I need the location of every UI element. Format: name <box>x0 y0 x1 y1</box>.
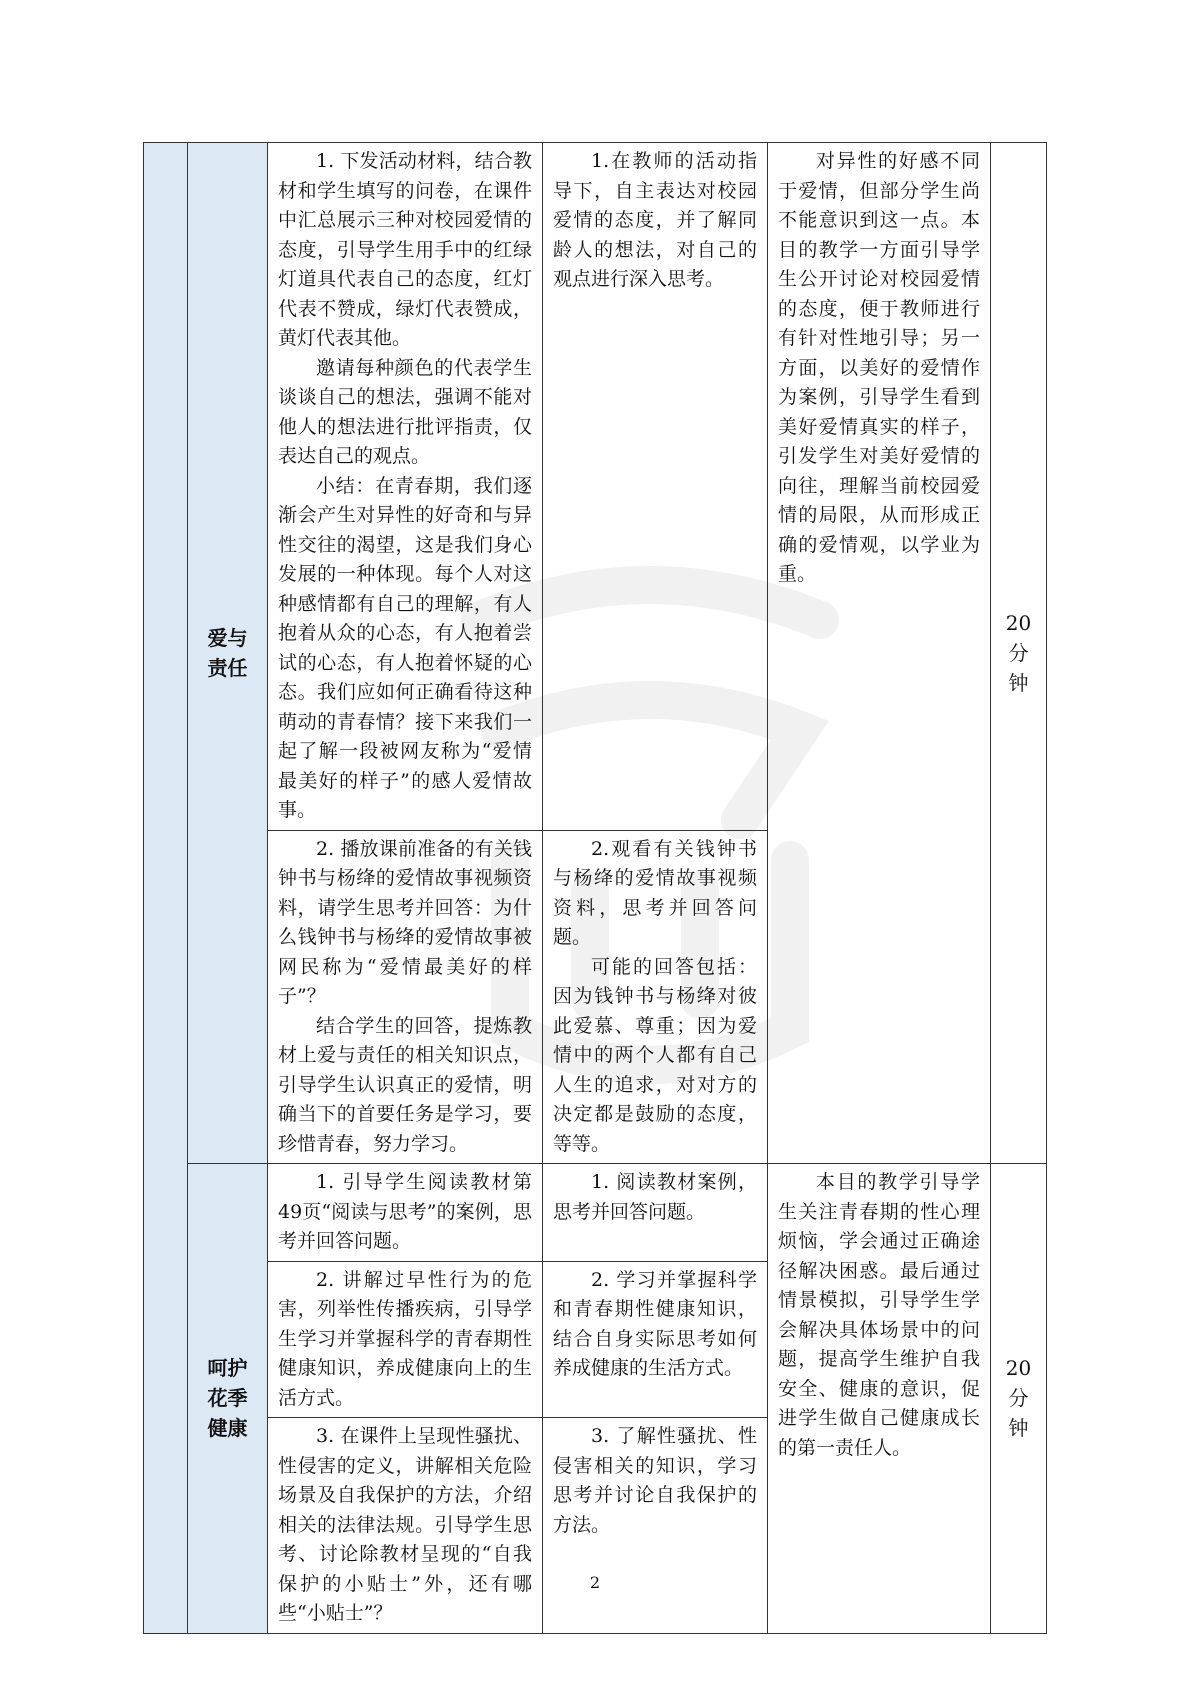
paragraph: 2. 播放课前准备的有关钱钟书与杨绛的爱情故事视频资料，请学生思考并回答：为什么钱钟书与杨绛的爱情故事被网民称为“爱情最美好的样子”？ <box>278 837 532 1007</box>
paragraph: 对异性的好感不同于爱情，但部分学生尚不能意识到这一点。本目的教学一方面引导学生公开讨论对校园爱情的态度，便于教师进行有针对性地引导；另一方面，以美好的爱情作为案例，引导学生看到美好爱情真实的样子，引发学生对美好爱情的向往，理解当前校园爱情的局限，从而形成正确的爱情观，以学业为重。 <box>778 150 980 585</box>
teacher-activity-cell <box>268 1261 543 1418</box>
student-activity-cell <box>543 1164 768 1262</box>
page-number: 2 <box>589 1573 601 1592</box>
student-activity-cell <box>543 830 768 1164</box>
paragraph: 1. 下发活动材料，结合教材和学生填写的问卷，在课件中汇总展示三种对校园爱情的态度，引导学生用手中的红绿灯道具代表自己的态度，红灯代表不赞成，绿灯代表赞成，黄灯代表其他。 <box>278 150 532 349</box>
table-row <box>144 1164 1047 1262</box>
paragraph: 1. 阅读教材案例，思考并回答问题。 <box>553 1171 757 1223</box>
section-title: 呵护 花季 健康 <box>188 1164 268 1634</box>
paragraph: 1.在教师的活动指导下，自主表达对校园爱情的态度，并了解同龄人的想法，对自己的观点进行深入思考。 <box>553 150 757 290</box>
paragraph: 本目的教学引导学生关注青春期的性心理烦恼，学会通过正确途径解决困惑。最后通过情景模拟，引导学生学会解决具体场景中的问题，提高学生维护自我安全、健康的意识，促进学生做自己健康成长的第一责任人。 <box>778 1171 980 1459</box>
paragraph: 3. 了解性骚扰、性侵害相关的知识，学习思考并讨论自我保护的方法。 <box>553 1425 757 1536</box>
paragraph: 可能的回答包括：因为钱钟书与杨绛对彼此爱慕、尊重；因为爱情中的两个人都有自己人生的追求，对对方的决定都是鼓励的态度，等等。 <box>553 955 757 1155</box>
paragraph: 1. 引导学生阅读教材第49页“阅读与思考”的案例，思考并回答问题。 <box>278 1171 532 1252</box>
paragraph: 邀请每种颜色的代表学生谈谈自己的想法，强调不能对他人的想法进行批评指责，仅表达自己的观点。 <box>278 356 532 467</box>
teacher-activity-cell <box>268 143 543 831</box>
student-activity-cell <box>543 1261 768 1418</box>
lesson-plan-table <box>143 142 1047 1634</box>
paragraph: 2. 讲解过早性行为的危害，列举性传播疾病，引导学生学习并掌握科学的青春期性健康知识，养成健康向上的生活方式。 <box>278 1268 532 1409</box>
student-activity-cell <box>543 143 768 831</box>
section-title: 爱与 责任 <box>188 143 268 1164</box>
table-row <box>144 143 1047 831</box>
paragraph: 小结：在青春期，我们逐渐会产生对异性的好奇和与异性交往的渴望，这是我们身心发展的一种体现。每个人对这种感情都有自己的理解，有人抱着从众的心态，有人抱着尝试的心态，有人抱着怀疑的心态。我们应如何正确看待这种萌动的青春情？接下来我们一起了解一段被网友称为“爱情最美好的样子”的感人爱情故事。 <box>278 474 532 821</box>
design-intent-cell <box>768 1164 991 1634</box>
paragraph: 2. 学习并掌握科学和青春期性健康知识，结合自身实际思考如何养成健康的生活方式。 <box>553 1268 757 1379</box>
stage-cell <box>144 143 188 1634</box>
paragraph: 2.观看有关钱钟书与杨绛的爱情故事视频资料，思考并回答问题。 <box>553 837 757 948</box>
teacher-activity-cell <box>268 830 543 1164</box>
time-allocation: 20 分 钟 <box>991 143 1047 1164</box>
teacher-activity-cell <box>268 1418 543 1634</box>
student-activity-cell <box>543 1418 768 1634</box>
paragraph: 结合学生的回答，提炼教材上爱与责任的相关知识点，引导学生认识真正的爱情，明确当下的首要任务是学习，要珍惜青春，努力学习。 <box>278 1014 532 1155</box>
paragraph: 3. 在课件上呈现性骚扰、性侵害的定义，讲解相关危险场景及自我保护的方法，介绍相关的法律法规。引导学生思考、讨论除教材呈现的“自我保护的小贴士”外，还有哪些“小贴士”？ <box>278 1425 532 1624</box>
teacher-activity-cell <box>268 1164 543 1262</box>
time-allocation: 20 分 钟 <box>991 1164 1047 1634</box>
design-intent-cell <box>768 143 991 1164</box>
